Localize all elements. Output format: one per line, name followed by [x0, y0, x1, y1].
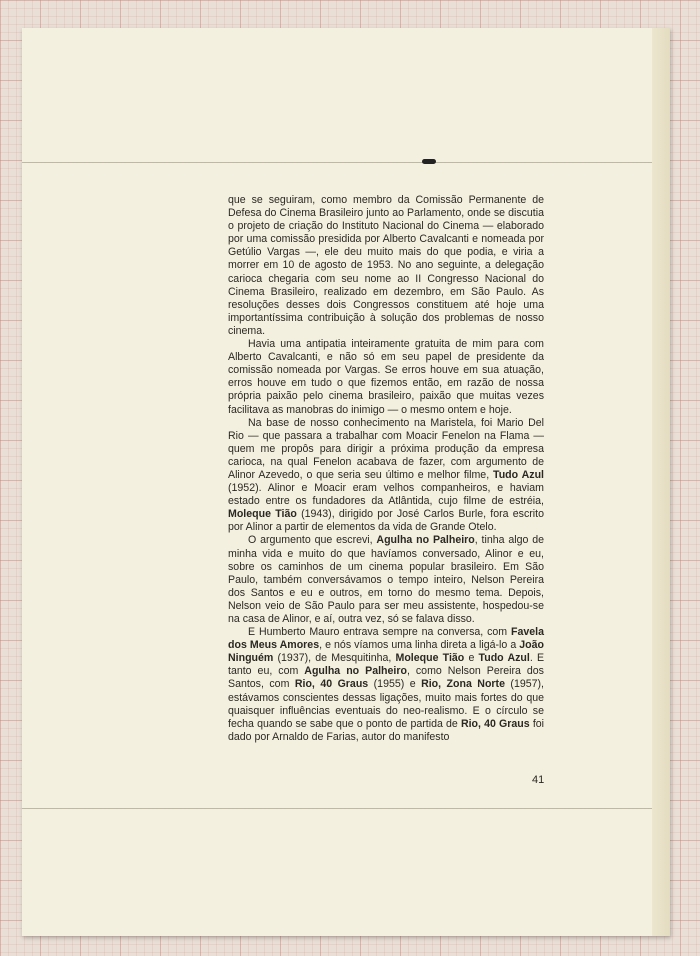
film-title: Favela dos Meus Amores	[228, 626, 544, 652]
film-title: Rio, 40 Graus	[460, 717, 530, 730]
text-run: , como Nelson Pereira dos Santos, com	[228, 665, 544, 691]
text-run: (1943), dirigido por José Carlos Burle, fora escrito por Alinor a partir de elementos da vida de Grande Otelo.	[228, 508, 544, 534]
film-title: Moleque Tião	[228, 508, 297, 521]
paragraph	[228, 534, 544, 626]
page-number: 41	[532, 774, 545, 786]
fold-line-top	[22, 162, 652, 163]
text-run: foi dado por Arnaldo de Farias, autor do manifesto	[228, 717, 545, 743]
ink-mark	[422, 159, 436, 164]
paragraph	[228, 194, 544, 338]
text-run: (1952). Alinor e Moacir eram velhos companheiros, e haviam estado entre os fundadores da Atlântida, cujo filme de estréia,	[228, 482, 544, 508]
paragraph	[228, 338, 544, 417]
document-page	[22, 28, 670, 936]
text-run: (1937), de Mesquitinha,	[273, 652, 396, 665]
film-title: Rio, 40 Graus	[294, 678, 369, 691]
film-title: João Ninguém	[228, 639, 545, 665]
text-run: , e nós víamos uma linha direta a ligá-lo a	[319, 639, 520, 652]
text-run: (1955) e	[368, 678, 422, 691]
fold-line-bottom	[22, 808, 652, 809]
text-run: Havia uma antipatia inteiramente gratuita de mim para com Alberto Cavalcanti, e não só em seu papel de presidente da comissão nomeada por Vargas. Se erros houve em sua atuação, erros houve em tudo o que fizemos então, em razão de nossa própria paixão pelo cinema brasileiro, paixão que muitas vezes facilitava as manobras do inimigo — o mesmo ontem e hoje.	[228, 338, 544, 416]
film-title: Agulha no Palheiro	[376, 534, 475, 547]
film-title: Agulha no Palheiro	[304, 665, 407, 678]
text-run: . E tanto eu, com	[228, 652, 545, 678]
text-run: Na base de nosso conhecimento na Maristela, foi Mario Del Rio — que passara a trabalhar com Moacir Fenelon na Flama — quem me propôs para dirigir a próxima produção da empresa carioca, na qual Fenelon acabava de fazer, com argumento de Alinor Azevedo, o que seria seu último e melhor filme,	[228, 416, 544, 481]
film-title: Moleque Tião	[395, 652, 465, 665]
body-text	[228, 194, 544, 744]
paragraph	[228, 417, 544, 535]
film-title: Rio, Zona Norte	[421, 678, 505, 691]
text-run: que se seguiram, como membro da Comissão Permanente de Defesa do Cinema Brasileiro junto ao Parlamento, onde se discutia o projeto de criação do Instituto Nacional do Cinema — elaborado por uma comissão presidida por Alberto Cavalcanti e nomeada por Getúlio Vargas —, ele deu muito mais do que podia, e viria a morrer em 10 de agosto de 1953. No ano seguinte, a delegação carioca chegaria com seu nome ao II Congresso Nacional do Cinema Brasileiro, realizado em dezembro, em São Paulo. As resoluções desses dois Congressos constituem até hoje uma importantíssima contribuição à solução dos problemas de nosso cinema.	[228, 194, 544, 337]
page-edge	[652, 28, 670, 936]
paragraph	[228, 626, 544, 744]
text-run: (1957), estávamos conscientes dessas ligações, muito mais fortes do que quaisquer influências eventuais do neo-realismo. E o círculo se fecha quando se sabe que o ponto de partida de	[228, 678, 544, 730]
text-run: O argumento que escrevi,	[248, 534, 377, 547]
text-run: E Humberto Mauro entrava sempre na conversa, com	[248, 626, 512, 639]
text-run: e	[464, 652, 479, 665]
film-title: Tudo Azul	[493, 468, 544, 481]
text-run: , tinha algo de minha vida e muito do que havíamos conversado, Alinor e eu, sobre os caminhos de um cinema popular brasileiro. Em São Paulo, também conversávamos o tempo inteiro, Nelson Pereira dos Santos e eu e outros, em torno do mesmo tema. Depois, Nelson veio de São Paulo para ser meu assistente, hospedou-se na casa de Alinor, e aí, outra vez, só se falava disso.	[228, 534, 544, 625]
film-title: Tudo Azul	[478, 652, 530, 665]
